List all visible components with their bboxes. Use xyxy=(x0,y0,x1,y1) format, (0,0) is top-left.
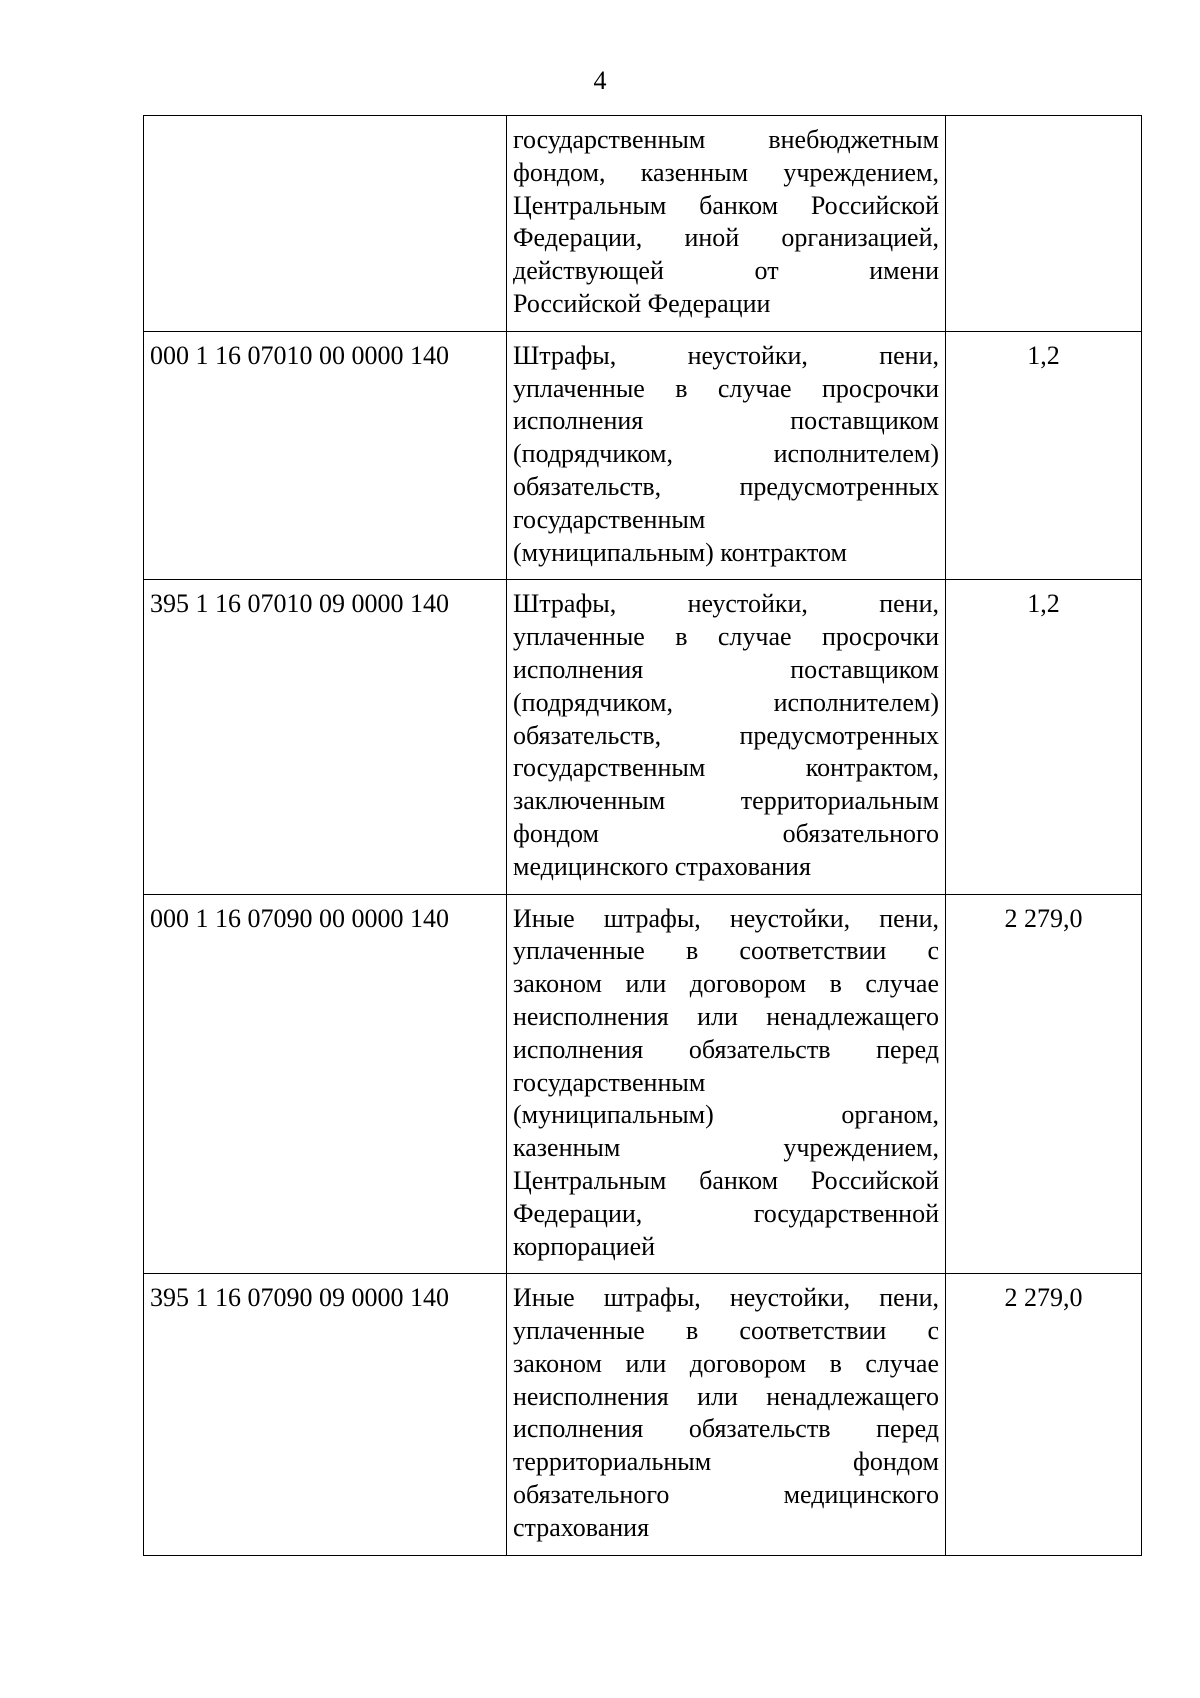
amount-cell: 1,2 xyxy=(946,580,1142,894)
cell-text-line: (подрядчиком, исполнителем) xyxy=(513,687,939,717)
cell-text-line: Штрафы, неустойки, пени, xyxy=(513,340,939,370)
cell-text-line: уплаченные в соответствии с xyxy=(513,936,939,966)
cell-text-line: казенным учреждением, xyxy=(513,1133,939,1163)
cell-text-line: Российской Федерации xyxy=(513,288,771,318)
cell-text-line: Федерации, иной организацией, xyxy=(513,223,939,253)
cell-text-line: обязательств, предусмотренных xyxy=(513,720,939,750)
budget-code-cell: 395 1 16 07090 09 0000 140 xyxy=(144,1274,507,1555)
cell-text-line: обязательного медицинского xyxy=(513,1480,939,1510)
revenue-name-cell xyxy=(507,894,946,1274)
cell-text-line: государственным xyxy=(513,1067,706,1097)
revenue-name-cell xyxy=(507,580,946,894)
cell-text-line: государственным контрактом, xyxy=(513,753,939,783)
table-row xyxy=(144,894,1142,1274)
amount-cell xyxy=(946,116,1142,332)
cell-text-line: (муниципальным) органом, xyxy=(513,1100,939,1130)
cell-text-line: уплаченные в случае просрочки xyxy=(513,373,939,403)
cell-text-line: медицинского страхования xyxy=(513,851,811,881)
table-row xyxy=(144,116,1142,332)
revenue-name-cell xyxy=(507,116,946,332)
cell-text-line: (муниципальным) контрактом xyxy=(513,537,847,567)
cell-text-line: обязательств, предусмотренных xyxy=(513,471,939,501)
cell-text-line: Иные штрафы, неустойки, пени, xyxy=(513,903,939,933)
cell-text-line: (подрядчиком, исполнителем) xyxy=(513,439,939,469)
table-row xyxy=(144,331,1142,580)
cell-text-line: фондом обязательного xyxy=(513,818,939,848)
budget-code-cell: 000 1 16 07010 00 0000 140 xyxy=(144,331,507,580)
cell-text-line: Центральным банком Российской xyxy=(513,1165,939,1195)
cell-text-line: исполнения поставщиком xyxy=(513,406,939,436)
cell-text-line: законом или договором в случае xyxy=(513,969,939,999)
cell-text-line: исполнения обязательств перед xyxy=(513,1414,939,1444)
cell-text-line: государственным xyxy=(513,504,706,534)
cell-text-line: заключенным территориальным xyxy=(513,786,939,816)
cell-text-line: Штрафы, неустойки, пени, xyxy=(513,589,939,619)
table-row xyxy=(144,1274,1142,1555)
cell-text-line: фондом, казенным учреждением, xyxy=(513,157,939,187)
cell-text-line: территориальным фондом xyxy=(513,1447,939,1477)
page-number: 4 xyxy=(593,66,607,95)
cell-text-line: уплаченные в соответствии с xyxy=(513,1316,939,1346)
budget-code-cell: 395 1 16 07010 09 0000 140 xyxy=(144,580,507,894)
cell-text-line: действующей от имени xyxy=(513,256,939,286)
cell-text-line: исполнения поставщиком xyxy=(513,654,939,684)
budget-revenue-table xyxy=(143,115,1142,1556)
cell-text-line: Центральным банком Российской xyxy=(513,190,939,220)
amount-cell: 1,2 xyxy=(946,331,1142,580)
cell-text-line: государственным внебюджетным xyxy=(513,125,939,154)
revenue-name-cell xyxy=(507,331,946,580)
cell-text-line: исполнения обязательств перед xyxy=(513,1034,939,1064)
cell-text-line: уплаченные в случае просрочки xyxy=(513,622,939,652)
cell-text-line: Федерации, государственной xyxy=(513,1198,939,1228)
cell-text-line: неисполнения или ненадлежащего xyxy=(513,1381,939,1411)
revenue-name-cell xyxy=(507,1274,946,1555)
cell-text-line: корпорацией xyxy=(513,1231,656,1261)
budget-code-cell: 000 1 16 07090 00 0000 140 xyxy=(144,894,507,1274)
amount-cell: 2 279,0 xyxy=(946,894,1142,1274)
cell-text-line: Иные штрафы, неустойки, пени, xyxy=(513,1283,939,1313)
cell-text-line: страхования xyxy=(513,1512,650,1542)
cell-text-line: законом или договором в случае xyxy=(513,1348,939,1378)
table-row xyxy=(144,580,1142,894)
amount-cell: 2 279,0 xyxy=(946,1274,1142,1555)
budget-code-cell xyxy=(144,116,507,332)
cell-text-line: неисполнения или ненадлежащего xyxy=(513,1001,939,1031)
